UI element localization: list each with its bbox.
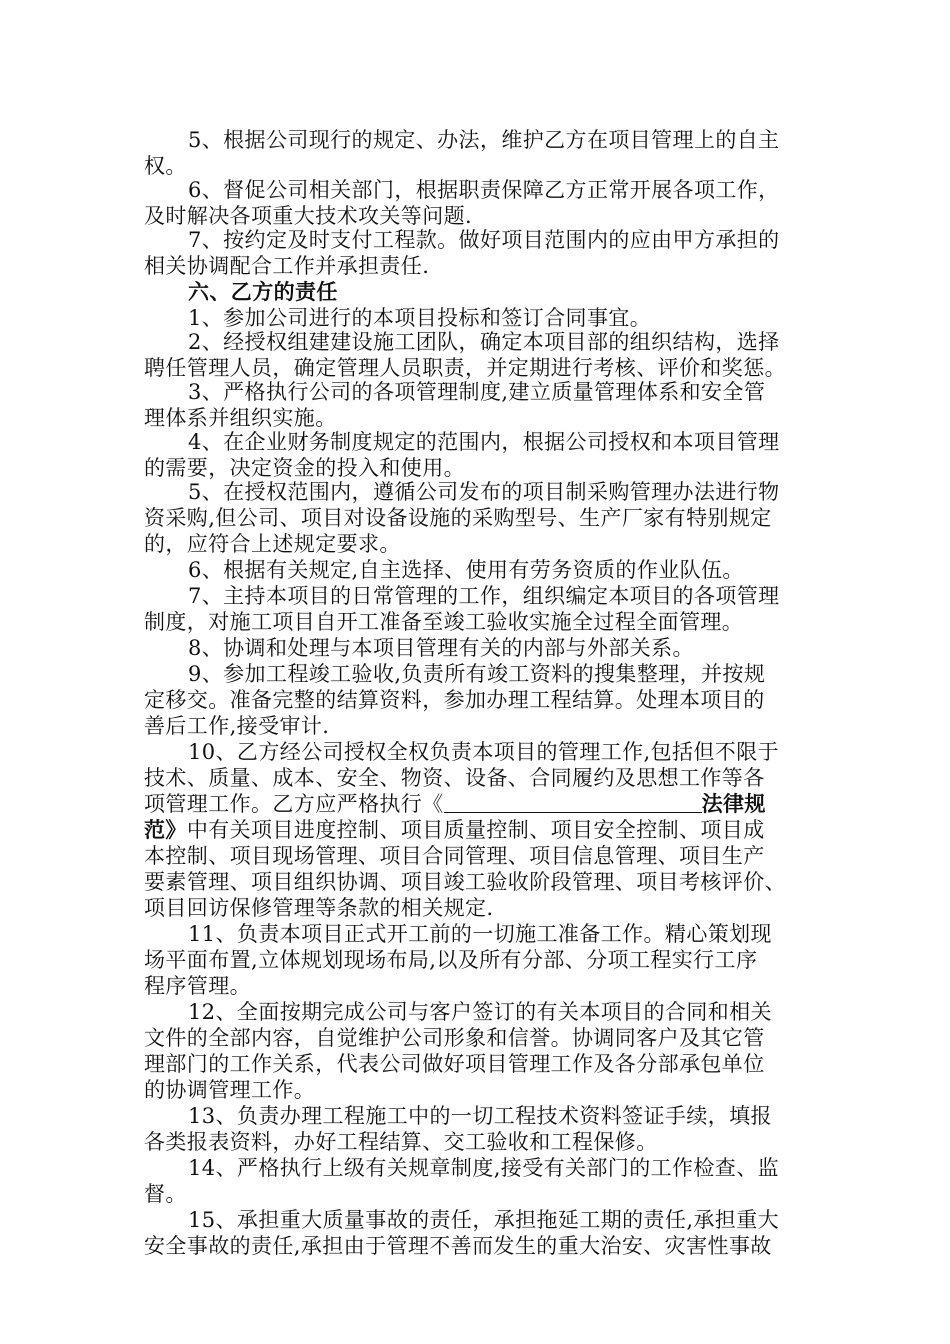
text-line: 的协调管理工作。 bbox=[144, 1078, 316, 1102]
text-line: 本控制、项目现场管理、项目合同管理、项目信息管理、项目生产 bbox=[144, 844, 765, 868]
text-line: 7、按约定及时支付工程款。做好项目范围内的应由甲方承担的 bbox=[188, 228, 780, 252]
text-line: 技术、质量、成本、安全、物资、设备、合同履约及思想工作等各 bbox=[144, 766, 765, 790]
text-line: 理部门的工作关系，代表公司做好项目管理工作及各分部承包单位 bbox=[144, 1052, 765, 1076]
text-line: 的需要，决定资金的投入和使用。 bbox=[144, 456, 465, 480]
text-line: 2、经授权组建建设施工团队，确定本项目部的组织结构，选择 bbox=[188, 330, 780, 354]
text-line: 督。 bbox=[144, 1182, 187, 1206]
text-line: 理体系并组织实施。 bbox=[144, 406, 337, 430]
text-line: 及时解决各项重大技术攻关等问题. bbox=[144, 204, 473, 228]
text-line: 定移交。准备完整的结算资料，参加办理工程结算。处理本项目的 bbox=[144, 688, 765, 712]
text-line: 15、承担重大质量事故的责任，承担拖延工期的责任,承担重大 bbox=[188, 1208, 779, 1232]
text-line: 程序管理。 bbox=[144, 974, 251, 998]
text-before-blank: 项管理工作。乙方应严格执行《 bbox=[144, 792, 444, 816]
text-line: 权。 bbox=[144, 154, 187, 178]
text-line: 1、参加公司进行的本项目投标和签订合同事宜。 bbox=[188, 306, 652, 330]
text-line: 7、主持本项目的日常管理的工作，组织编定本项目的各项管理 bbox=[188, 584, 780, 608]
text-line: 场平面布置,立体规划现场布局,以及所有分部、分项工程实行工序 bbox=[144, 948, 758, 972]
text-line: 4、在企业财务制度规定的范围内，根据公司授权和本项目管理 bbox=[188, 430, 780, 454]
text-line: 10、乙方经公司授权全权负责本项目的管理工作,包括但不限于 bbox=[188, 740, 779, 764]
text-line: 的，应符合上述规定要求。 bbox=[144, 532, 401, 556]
text-line: 安全事故的责任,承担由于管理不善而发生的重大治安、灾害性事故 bbox=[144, 1234, 772, 1258]
text-line: 8、协调和处理与本项目管理有关的内部与外部关系。 bbox=[188, 636, 694, 660]
text-line: 相关协调配合工作并承担责任. bbox=[144, 254, 430, 278]
text-line: 善后工作,接受审计. bbox=[144, 714, 330, 738]
text-line: 各类报表资料，办好工程结算、交工验收和工程保修。 bbox=[144, 1130, 658, 1154]
text-line: 5、在授权范围内，遵循公司发布的项目制采购管理办法进行物 bbox=[188, 480, 780, 504]
text-line: 5、根据公司现行的规定、办法，维护乙方在项目管理上的自主 bbox=[188, 128, 780, 152]
text-line bbox=[144, 817, 824, 843]
text-line: 资采购,但公司、项目对设备设施的采购型号、生产厂家有特别规定 bbox=[144, 506, 772, 530]
text-fragment: 中有关项目进度控制、项目质量控制、项目安全控制、项目成 bbox=[186, 818, 765, 842]
text-line: 11、负责本项目正式开工前的一切施工准备工作。精心策划现 bbox=[188, 922, 772, 946]
text-line: 制度，对施工项目自开工准备至竣工验收实施全过程全面管理。 bbox=[144, 610, 744, 634]
bold-fragment: 范》 bbox=[144, 818, 187, 842]
fill-in-blank bbox=[444, 792, 702, 813]
text-line: 文件的全部内容，自觉维护公司形象和信誉。协调同客户及其它管 bbox=[144, 1026, 765, 1050]
text-line: 6、督促公司相关部门，根据职责保障乙方正常开展各项工作， bbox=[188, 178, 780, 202]
text-line: 6、根据有关规定,自主选择、使用有劳务资质的作业队伍。 bbox=[188, 558, 744, 582]
text-line: 聘任管理人员，确定管理人员职责，并定期进行考核、评价和奖惩。 bbox=[144, 356, 786, 380]
text-line: 项目回访保修管理等条款的相关规定. bbox=[144, 896, 494, 920]
text-line bbox=[144, 791, 824, 817]
text-after-blank: 法律规 bbox=[701, 792, 766, 816]
section-heading: 六、乙方的责任 bbox=[188, 280, 338, 304]
text-line: 13、负责办理工程施工中的一切工程技术资料签证手续，填报 bbox=[188, 1104, 772, 1128]
text-line: 要素管理、项目组织协调、项目竣工验收阶段管理、项目考核评价、 bbox=[144, 870, 786, 894]
text-line: 9、参加工程竣工验收,负责所有竣工资料的搜集整理，并按规 bbox=[188, 662, 766, 686]
text-line: 14、严格执行上级有关规章制度,接受有关部门的工作检查、监 bbox=[188, 1156, 779, 1180]
text-line: 3、严格执行公司的各项管理制度,建立质量管理体系和安全管 bbox=[188, 380, 766, 404]
text-line: 12、全面按期完成公司与客户签订的有关本项目的合同和相关 bbox=[188, 1000, 772, 1024]
